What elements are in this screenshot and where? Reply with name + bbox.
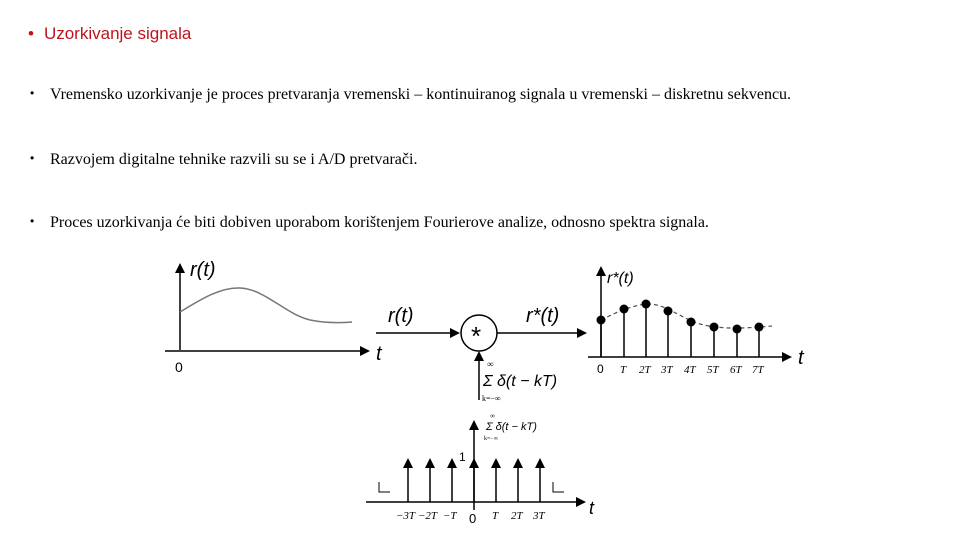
sample-dot-5 bbox=[710, 323, 719, 332]
input-label: r(t) bbox=[388, 305, 414, 327]
bullet-3: • Proces uzorkivanja će biti dobiven uporabom korištenjem Fourierove analize, odnosno spektra signala. bbox=[30, 214, 709, 231]
right-ylabel: r*(t) bbox=[607, 270, 634, 287]
impulse-tick-5: 2T bbox=[511, 510, 523, 522]
sample-dots bbox=[597, 300, 764, 334]
sample-dot-2 bbox=[642, 300, 651, 309]
right-continuation-mark bbox=[553, 482, 564, 492]
continuous-signal-plot bbox=[165, 259, 383, 375]
bullet-1-text: Vremensko uzorkivanje je proces pretvaranja vremenski – kontinuiranog signala u vremenski – diskretnu sekvencu. bbox=[50, 86, 792, 103]
impulse-tick-3: 0 bbox=[469, 511, 477, 526]
multiplier-symbol: * bbox=[471, 321, 482, 351]
title-text: Uzorkivanje signala bbox=[43, 24, 192, 43]
right-tick-2: 2T bbox=[639, 364, 651, 376]
left-continuation-mark bbox=[379, 482, 390, 492]
sample-dot-7 bbox=[755, 323, 764, 332]
impulse-tick-1: −2T bbox=[418, 510, 438, 522]
impulse-tick-4: T bbox=[492, 510, 499, 522]
bullet-1: • Vremensko uzorkivanje je proces pretvaranja vremenski – kontinuiranog signala u vremenski – diskretnu sekvencu. bbox=[30, 86, 792, 103]
impulse-sum-top: ∞ bbox=[487, 359, 494, 369]
impulse-plot-label: Σ δ(t − kT) bbox=[486, 421, 537, 433]
impulse-tick-6: 3T bbox=[533, 510, 545, 522]
right-xlabel: t bbox=[798, 347, 804, 369]
continuous-signal-curve bbox=[180, 288, 352, 323]
right-tick-3: 3T bbox=[661, 364, 673, 376]
right-tick-1: T bbox=[620, 364, 627, 376]
impulse-plot-sum-top: ∞ bbox=[490, 412, 495, 420]
left-ylabel: r(t) bbox=[190, 259, 216, 281]
right-tick-7: 7T bbox=[752, 364, 764, 376]
impulse-plot-sum-bottom: k=−∞ bbox=[484, 436, 499, 442]
sample-dot-0 bbox=[597, 316, 606, 325]
right-tick-0: 0 bbox=[597, 362, 604, 376]
right-tick-4: 4T bbox=[684, 364, 696, 376]
impulse-arrows bbox=[408, 460, 540, 502]
sample-dot-3 bbox=[664, 307, 673, 316]
impulse-train-plot bbox=[366, 412, 595, 526]
impulse-sum-bottom: k=−∞ bbox=[482, 394, 501, 403]
sampled-signal-plot bbox=[588, 268, 805, 376]
sample-dot-1 bbox=[620, 305, 629, 314]
impulse-tick-2: −T bbox=[443, 510, 457, 522]
output-label: r*(t) bbox=[526, 305, 560, 327]
multiplier-block bbox=[376, 305, 585, 403]
impulse-xlabel: t bbox=[589, 498, 595, 518]
bullet-2: • Razvojem digitalne tehnike razvili su se i A/D pretvarači. bbox=[30, 151, 418, 168]
bullet-3-text: Proces uzorkivanja će biti dobiven uporabom korištenjem Fourierove analize, odnosno spektra signala. bbox=[50, 214, 709, 231]
impulse-tick-0: −3T bbox=[396, 510, 416, 522]
sample-dot-6 bbox=[733, 325, 742, 334]
sample-dot-4 bbox=[687, 318, 696, 327]
right-tick-5: 5T bbox=[707, 364, 719, 376]
impulse-height-label: 1 bbox=[459, 450, 466, 464]
slide-title: • Uzorkivanje signala bbox=[28, 24, 192, 43]
bullet-2-text: Razvojem digitalne tehnike razvili su se i A/D pretvarači. bbox=[50, 151, 418, 168]
left-xlabel: t bbox=[376, 343, 382, 365]
impulse-input-label: Σ δ(t − kT) bbox=[483, 373, 558, 390]
right-tick-6: 6T bbox=[730, 364, 742, 376]
left-origin: 0 bbox=[175, 359, 183, 375]
